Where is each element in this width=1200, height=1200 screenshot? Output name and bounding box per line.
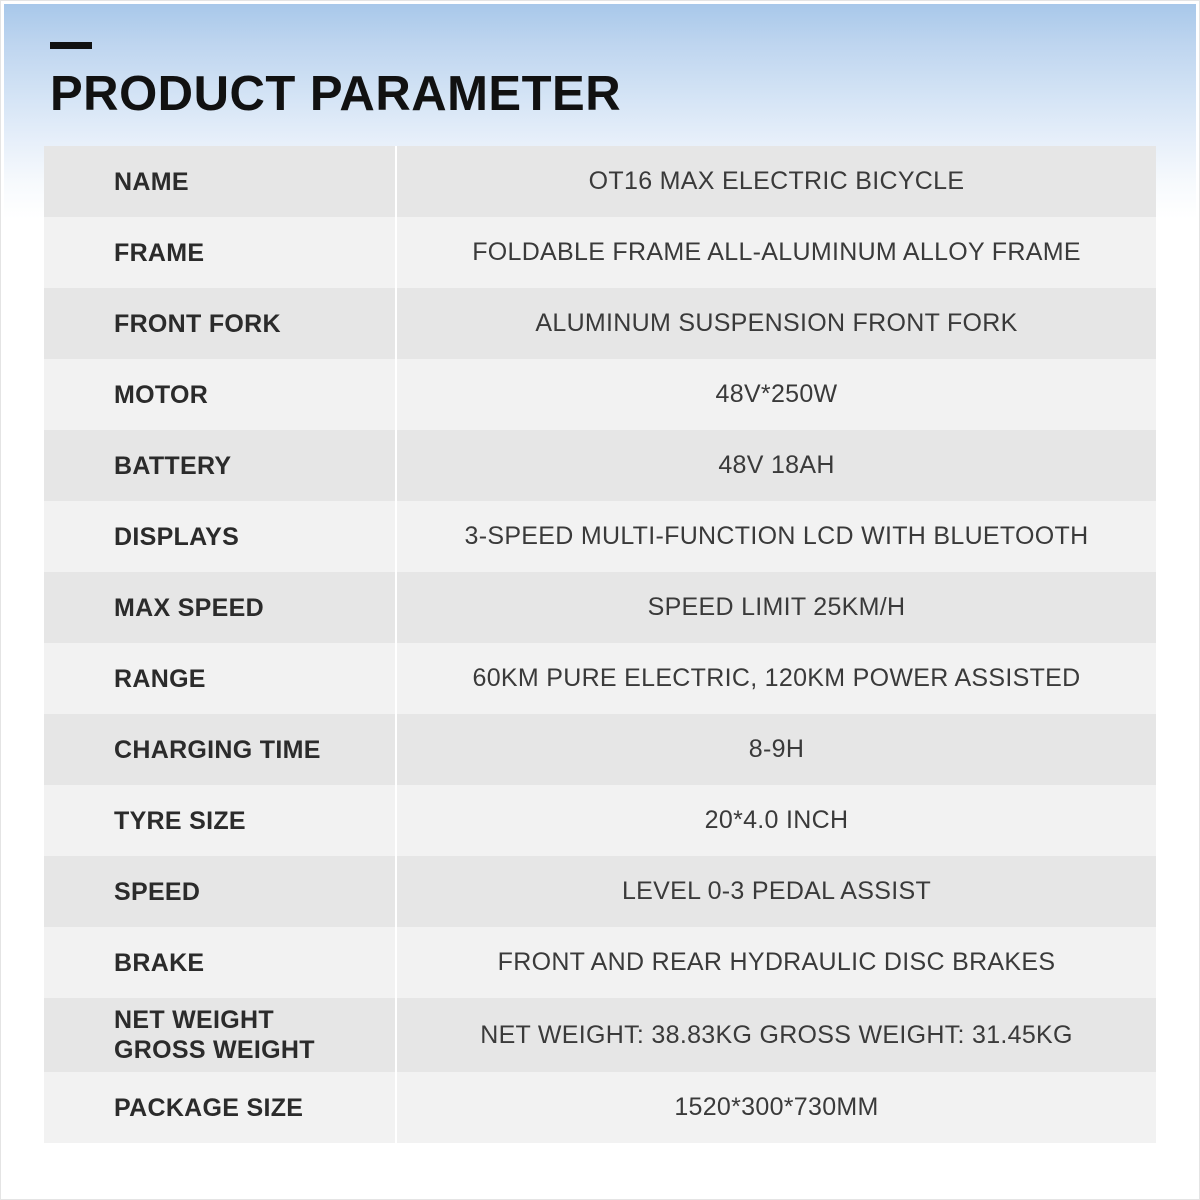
spec-value: NET WEIGHT: 38.83KG GROSS WEIGHT: 31.45KG	[480, 1020, 1073, 1049]
spec-label: PACKAGE SIZE	[44, 1072, 396, 1143]
spec-label: BATTERY	[44, 430, 396, 501]
table-row	[44, 714, 1156, 785]
spec-label: FRAME	[44, 217, 396, 288]
spec-label: TYRE SIZE	[44, 785, 396, 856]
table-row	[44, 998, 1156, 1072]
table-row	[44, 430, 1156, 501]
specification-table	[44, 146, 1156, 1143]
spec-label	[44, 998, 396, 1072]
spec-value: LEVEL 0-3 PEDAL ASSIST	[621, 877, 932, 906]
spec-label: CHARGING TIME	[44, 714, 396, 785]
table-row	[44, 217, 1156, 288]
table-row	[44, 359, 1156, 430]
spec-label: BRAKE	[44, 927, 396, 998]
spec-label: DISPLAYS	[44, 501, 396, 572]
table-row	[44, 785, 1156, 856]
table-row	[44, 1072, 1156, 1143]
spec-value: OT16 MAX ELECTRIC BICYCLE	[588, 167, 965, 196]
spec-label: NAME	[44, 146, 396, 217]
spec-value: 20*4.0 INCH	[704, 806, 849, 835]
table-row	[44, 288, 1156, 359]
spec-value: FRONT AND REAR HYDRAULIC DISC BRAKES	[497, 948, 1056, 977]
spec-label: RANGE	[44, 643, 396, 714]
table-row	[44, 856, 1156, 927]
spec-value: 48V*250W	[715, 380, 838, 409]
spec-label-line2: GROSS WEIGHT	[114, 1036, 315, 1065]
page-header	[4, 4, 1196, 120]
spec-value: ALUMINUM SUSPENSION FRONT FORK	[535, 309, 1018, 338]
page-title: PRODUCT PARAMETER	[50, 67, 622, 121]
spec-label: MAX SPEED	[44, 572, 396, 643]
spec-value: 8-9H	[748, 735, 805, 764]
table-row	[44, 501, 1156, 572]
spec-label: MOTOR	[44, 359, 396, 430]
spec-value: 48V 18AH	[718, 451, 835, 480]
table-row	[44, 643, 1156, 714]
spec-label: SPEED	[44, 856, 396, 927]
spec-label: FRONT FORK	[44, 288, 396, 359]
spec-value: 1520*300*730MM	[674, 1093, 879, 1122]
spec-value: FOLDABLE FRAME ALL-ALUMINUM ALLOY FRAME	[472, 238, 1081, 267]
table-row	[44, 572, 1156, 643]
title-accent-bar	[50, 42, 92, 49]
spec-value: 60KM PURE ELECTRIC, 120KM POWER ASSISTED	[472, 664, 1081, 693]
table-row	[44, 927, 1156, 998]
spec-value: SPEED LIMIT 25KM/H	[647, 593, 906, 622]
table-row	[44, 146, 1156, 217]
spec-label-line1: NET WEIGHT	[114, 1006, 274, 1035]
spec-value: 3-SPEED MULTI-FUNCTION LCD WITH BLUETOOTH	[464, 522, 1089, 551]
